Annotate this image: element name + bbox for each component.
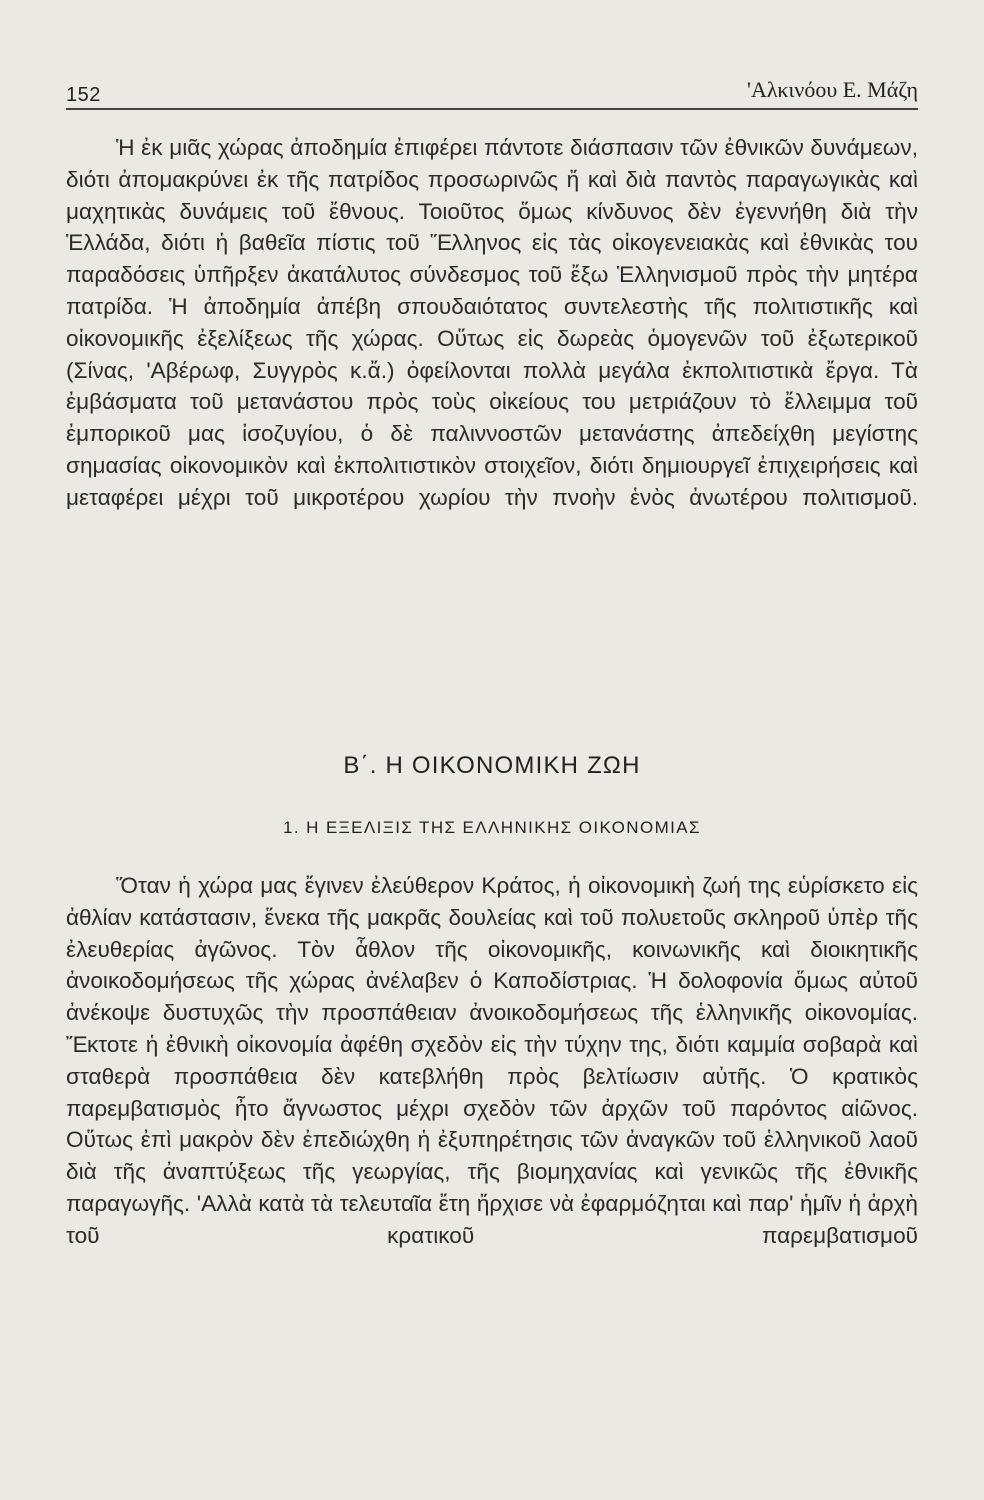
page-number: 152 [66,84,101,106]
paragraph-economy: Ὅταν ἡ χώρα μας ἔγινεν ἐλεύθερον Κράτος, ἡ οἰκονομικὴ ζωή της εὑρίσκετο εἰς ἀθλίαν κατάστασιν, ἕνεκα τῆς μακρᾶς δουλείας καὶ τοῦ πολυετοῦς σκληροῦ ὑπὲρ τῆς ἐλευθερίας ἀγῶνος. Τὸν ἆθλον τῆς οἰκονομικῆς, κοινωνικῆς καὶ διοικητικῆς ἀνοικοδομήσεως τῆς χώρας ἀνέλαβεν ὁ Καποδίστριας. Ἡ δολοφονία ὅμως αὐτοῦ ἀνέκοψε δυστυχῶς τὴν προσπάθειαν ἀνοικοδομήσεως τῆς ἑλληνικῆς οἰκονομίας. Ἔκτοτε ἡ ἐθνικὴ οἰκονομία ἀφέθη σχεδὸν εἰς τὴν τύχην της, διότι καμμία σοβαρὰ καὶ σταθερὰ προσπάθεια δὲν κατεβλήθη πρὸς βελτίωσιν αὐτῆς. Ὁ κρατικὸς παρεμβατισμὸς ἦτο ἄγνωστος μέχρι σχεδὸν τῶν ἀρχῶν τοῦ παρόντος αἰῶνος. Οὕτως ἐπὶ μακρὸν δὲν ἐπεδιώχθη ἡ ἐξυπηρέτησις τῶν ἀναγκῶν τοῦ ἑλληνικοῦ λαοῦ διὰ τῆς ἀναπτύξεως τῆς γεωργίας, τῆς βιομηχανίας καὶ γενικῶς τῆς ἐθνικῆς παραγωγῆς. 'Αλλὰ κατὰ τὰ τελευταῖα ἔτη ἤρχισε νὰ ἐφαρμόζηται καὶ παρ' ἡμῖν ἡ ἀρχὴ τοῦ κρατικοῦ παρεμβατισμοῦ [66,873,918,1248]
page-header [66,72,918,110]
subsection-title: 1. Η ΕΞΕΛΙΞΙΣ ΤΗΣ ΕΛΛΗΝΙΚΗΣ ΟΙΚΟΝΟΜΙΑΣ [283,818,701,837]
running-head-author: 'Αλκινόου Ε. Μάζη [747,77,918,102]
paragraph-emigration: Ἡ ἐκ μιᾶς χώρας ἀποδημία ἐπιφέρει πάντοτε διάσπασιν τῶν ἐθνικῶν δυνάμεων, διότι ἀπομακρύνει ἐκ τῆς πατρίδος προσωρινῶς ἤ καὶ διὰ παντὸς παραγωγικὰς καὶ μαχητικὰς δυνάμεις τοῦ ἔθνους. Τοιοῦτος ὅμως κίνδυνος δὲν ἐγεννήθη διὰ τὴν Ἑλλάδα, διότι ἡ βαθεῖα πίστις τοῦ Ἕλληνος εἰς τὰς οἰκογενειακὰς καὶ ἐθνικὰς του παραδόσεις ὑπῆρξεν ἀκατάλυτος σύνδεσμος τοῦ ἔξω Ἑλληνισμοῦ πρὸς τὴν μητέρα πατρίδα. Ἡ ἀποδημία ἀπέβη σπουδαιότατος συντελεστὴς τῆς πολιτιστικῆς καὶ οἰκονομικῆς ἐξελίξεως τῆς χώρας. Οὕτως εἰς δωρεὰς ὁμογενῶν τοῦ ἐξωτερικοῦ (Σίνας, 'Αβέρωφ, Συγγρὸς κ.ἄ.) ὀφείλονται πολλὰ μεγάλα ἐκπολιτιστικὰ ἔργα. Τὰ ἐμβάσματα τοῦ μετανάστου πρὸς τοὺς οἰκείους του μετριάζουν τὸ ἔλλειμμα τοῦ ἐμπορικοῦ μας ἰσοζυγίου, ὁ δὲ παλιννοστῶν μετανάστης ἀπεδείχθη μεγίστης σημασίας οἰκονομικὸν καὶ ἐκπολιτιστικὸν στοιχεῖον, διότι δημιουργεῖ ἐπιχειρήσεις καὶ μεταφέρει μέχρι τοῦ μικροτέρου χωρίου τὴν πνοὴν ἑνὸς ἀνωτέρου πολιτισμοῦ. [66,135,918,510]
section-title: Β΄. Η ΟΙΚΟΝΟΜΙΚΗ ΖΩΗ [343,752,641,779]
